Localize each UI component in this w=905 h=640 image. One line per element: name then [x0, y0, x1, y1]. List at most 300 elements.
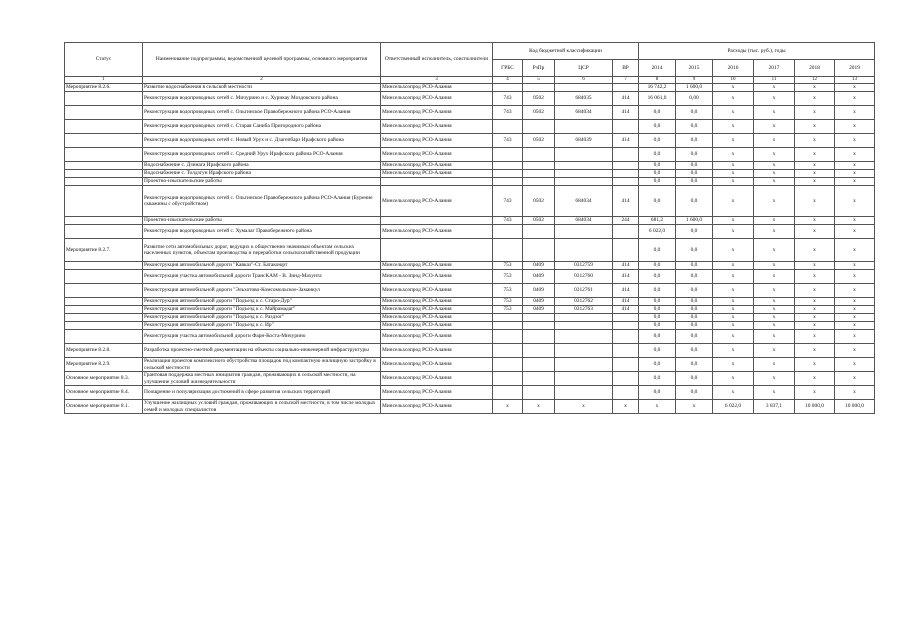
row-vr: [613, 178, 639, 186]
column-number: 3: [381, 77, 493, 84]
row-csr: [555, 178, 613, 186]
row-name: Реконструкция участка автомобильной дороги Фарн-Коста-Мичурино: [143, 330, 381, 344]
row-2019: x: [835, 106, 875, 120]
row-grbs: 753: [493, 284, 523, 298]
row-2014: 681,2: [639, 217, 676, 225]
row-2019: x: [835, 330, 875, 344]
table-row: [65, 148, 875, 162]
row-2016: x: [713, 84, 754, 92]
row-csr: [555, 120, 613, 134]
column-number: 12: [795, 77, 835, 84]
row-csr: [555, 84, 613, 92]
row-grbs: 743: [493, 186, 523, 217]
row-csr: 684034: [555, 186, 613, 217]
row-2018: x: [795, 84, 835, 92]
row-csr: [555, 170, 613, 178]
row-2018: x: [795, 162, 835, 170]
row-grbs: 753: [493, 270, 523, 284]
row-2017: x: [754, 217, 795, 225]
row-2017: x: [754, 186, 795, 217]
row-vr: [613, 344, 639, 358]
header-grbs: ГРБС: [493, 60, 523, 77]
row-2015: 0,0: [676, 344, 713, 358]
row-name: Реконструкция водопроводных сетей с. Хумалаг Правобережного района: [143, 225, 381, 239]
row-2018: x: [795, 186, 835, 217]
row-executor: Минсельхозпрод РСО-Алания: [381, 330, 493, 344]
row-2017: x: [754, 372, 795, 386]
row-2019: x: [835, 186, 875, 217]
row-rzpr: 0502: [523, 92, 555, 106]
row-csr: 684035: [555, 92, 613, 106]
row-name: Реконструкция автомобильной дороги "Подъезд к с. Старо-Дур": [143, 298, 381, 306]
row-2015: 0,0: [676, 284, 713, 298]
row-2019: x: [835, 162, 875, 170]
row-2018: x: [795, 372, 835, 386]
row-name: Водоснабжение с. Дзинага Ирафского района: [143, 162, 381, 170]
header-status: Статус: [65, 43, 143, 77]
table-row: [65, 225, 875, 239]
header-name: Наименование подпрограммы, ведомственной целевой программы, основного мероприятия: [143, 43, 381, 77]
row-name: Улучшение жилищных условий граждан, проживающих в сельской местности, в том числе молодых семей и молодых специалистов: [143, 400, 381, 414]
row-status: [65, 225, 143, 239]
row-2017: x: [754, 270, 795, 284]
row-2019: x: [835, 306, 875, 314]
row-2015: 0,00: [676, 92, 713, 106]
row-2016: x: [713, 322, 754, 330]
row-2019: x: [835, 386, 875, 400]
row-executor: Минсельхозпрод РСО-Алания: [381, 322, 493, 330]
row-executor: Минсельхозпрод РСО-Алания: [381, 106, 493, 120]
row-grbs: [493, 344, 523, 358]
row-rzpr: [523, 225, 555, 239]
row-2017: x: [754, 284, 795, 298]
row-2019: x: [835, 284, 875, 298]
row-rzpr: [523, 344, 555, 358]
row-2017: x: [754, 314, 795, 322]
row-csr: 684034: [555, 106, 613, 120]
row-csr: 0312763: [555, 306, 613, 314]
row-2019: x: [835, 239, 875, 262]
row-grbs: [493, 358, 523, 372]
row-2015: x: [676, 400, 713, 414]
row-name: Реконструкция водопроводных сетей с. Средний Урух Ирафского района РСО-Алания: [143, 148, 381, 162]
row-status: Мероприятие 8.2.9.: [65, 358, 143, 372]
row-2015: 1 600,0: [676, 84, 713, 92]
row-2016: x: [713, 330, 754, 344]
column-number-row: [65, 77, 875, 84]
row-csr: [555, 344, 613, 358]
row-2015: 0,0: [676, 225, 713, 239]
row-csr: [555, 322, 613, 330]
row-csr: 0312760: [555, 270, 613, 284]
row-2016: x: [713, 178, 754, 186]
row-grbs: 753: [493, 306, 523, 314]
row-2017: x: [754, 306, 795, 314]
table-row: [65, 314, 875, 322]
row-2017: x: [754, 148, 795, 162]
row-name: Реконструкция автомобильной дороги "Подъезд к с. Раздзог": [143, 314, 381, 322]
row-2018: x: [795, 239, 835, 262]
row-executor: Минсельхозпрод РСО-Алания: [381, 262, 493, 270]
row-2017: x: [754, 322, 795, 330]
row-status: [65, 162, 143, 170]
row-2014: 0,0: [639, 186, 676, 217]
row-2018: x: [795, 92, 835, 106]
table-body: [65, 84, 875, 414]
table-row: [65, 134, 875, 148]
row-2017: x: [754, 358, 795, 372]
row-2015: 0,0: [676, 306, 713, 314]
row-2015: 0,0: [676, 298, 713, 306]
row-2014: 0,0: [639, 170, 676, 178]
table-row: [65, 170, 875, 178]
row-executor: Минсельхозпрод РСО-Алания: [381, 170, 493, 178]
row-status: [65, 178, 143, 186]
row-status: [65, 186, 143, 217]
row-2016: x: [713, 298, 754, 306]
table-row: [65, 84, 875, 92]
row-csr: [555, 330, 613, 344]
table-row: [65, 322, 875, 330]
row-2018: x: [795, 170, 835, 178]
row-executor: Минсельхозпрод РСО-Алания: [381, 386, 493, 400]
row-grbs: [493, 162, 523, 170]
row-2018: x: [795, 330, 835, 344]
row-rzpr: [523, 170, 555, 178]
table-row: [65, 358, 875, 372]
row-rzpr: [523, 120, 555, 134]
row-status: Основное мероприятие 8.1.: [65, 400, 143, 414]
row-grbs: [493, 372, 523, 386]
row-executor: [381, 178, 493, 186]
row-rzpr: [523, 148, 555, 162]
row-status: [65, 120, 143, 134]
row-vr: [613, 84, 639, 92]
row-2018: x: [795, 306, 835, 314]
row-grbs: 743: [493, 134, 523, 148]
row-2018: x: [795, 270, 835, 284]
row-2015: 0,0: [676, 372, 713, 386]
row-name: Реконструкция автомобильной дороги "Кавказ"-Ст. Батакоюрт: [143, 262, 381, 270]
row-2019: x: [835, 270, 875, 284]
row-2014: 0,0: [639, 262, 676, 270]
row-2019: 10 000,0: [835, 400, 875, 414]
row-2019: x: [835, 92, 875, 106]
row-csr: [555, 148, 613, 162]
row-2016: x: [713, 386, 754, 400]
row-2019: x: [835, 372, 875, 386]
row-executor: Минсельхозпрод РСО-Алания: [381, 400, 493, 414]
table-row: [65, 344, 875, 358]
header-vr: ВР: [613, 60, 639, 77]
row-rzpr: 0502: [523, 217, 555, 225]
row-csr: 0312762: [555, 298, 613, 306]
row-executor: Минсельхозпрод РСО-Алания: [381, 314, 493, 322]
row-2018: x: [795, 344, 835, 358]
row-2016: x: [713, 314, 754, 322]
row-vr: 414: [613, 134, 639, 148]
row-csr: x: [555, 400, 613, 414]
row-2014: 0,0: [639, 314, 676, 322]
header-expenses-group: Расходы (тыс. руб.), годы: [639, 43, 875, 60]
row-status: [65, 330, 143, 344]
row-executor: Минсельхозпрод РСО-Алания: [381, 298, 493, 306]
row-2016: x: [713, 225, 754, 239]
row-2017: x: [754, 225, 795, 239]
row-rzpr: [523, 330, 555, 344]
row-2019: x: [835, 178, 875, 186]
column-number: 8: [639, 77, 676, 84]
table-row: [65, 186, 875, 217]
row-2019: x: [835, 262, 875, 270]
row-vr: [613, 170, 639, 178]
header-codes-group: Код бюджетной классификации: [493, 43, 639, 60]
row-2018: x: [795, 322, 835, 330]
row-rzpr: 0409: [523, 298, 555, 306]
row-vr: [613, 314, 639, 322]
table-row: [65, 162, 875, 170]
row-name: Реализация проектов комплексного обустройства площадок под компактную жилищную застройку в сельской местности: [143, 358, 381, 372]
row-status: [65, 148, 143, 162]
row-2016: x: [713, 162, 754, 170]
row-2019: x: [835, 344, 875, 358]
row-grbs: [493, 239, 523, 262]
row-grbs: 753: [493, 298, 523, 306]
row-2014: 16 742,2: [639, 84, 676, 92]
row-2015: 0,0: [676, 386, 713, 400]
row-rzpr: 0409: [523, 262, 555, 270]
row-2014: 0,0: [639, 306, 676, 314]
row-2019: x: [835, 84, 875, 92]
row-rzpr: [523, 239, 555, 262]
row-2018: x: [795, 120, 835, 134]
row-status: [65, 306, 143, 314]
row-vr: 414: [613, 106, 639, 120]
row-name: Развитие сети автомобильных дорог, ведущих к общественно значимым объектам сельских населенных пунктов, объектам производства и переработки сельскохозяйственной продукции: [143, 239, 381, 262]
row-2018: x: [795, 225, 835, 239]
row-vr: 414: [613, 284, 639, 298]
row-2016: x: [713, 344, 754, 358]
row-2016: x: [713, 120, 754, 134]
row-grbs: 743: [493, 106, 523, 120]
row-2016: x: [713, 270, 754, 284]
row-name: Реконструкция автомобильной дороги "Эльхотово-Комсомольское-Заманкул: [143, 284, 381, 298]
row-2015: 0,0: [676, 134, 713, 148]
row-2016: x: [713, 306, 754, 314]
row-status: [65, 262, 143, 270]
row-vr: [613, 239, 639, 262]
row-executor: Минсельхозпрод РСО-Алания: [381, 284, 493, 298]
row-grbs: [493, 148, 523, 162]
header-year-2014: 2014: [639, 60, 676, 77]
row-status: [65, 134, 143, 148]
row-2015: 0,0: [676, 178, 713, 186]
row-status: [65, 270, 143, 284]
row-2014: 16 061,0: [639, 92, 676, 106]
row-2018: x: [795, 106, 835, 120]
row-2017: x: [754, 84, 795, 92]
row-2015: 0,0: [676, 358, 713, 372]
row-2017: x: [754, 134, 795, 148]
row-2017: x: [754, 162, 795, 170]
row-2016: x: [713, 217, 754, 225]
row-name: Проектно-изыскательские работы: [143, 178, 381, 186]
row-2017: x: [754, 120, 795, 134]
row-2014: 0,0: [639, 162, 676, 170]
row-name: Реконструкция водопроводных сетей с. Ольгинское Правобережного района РСО-Алания: [143, 106, 381, 120]
row-executor: Минсельхозпрод РСО-Алания: [381, 148, 493, 162]
row-2016: 6 022,0: [713, 400, 754, 414]
row-2018: x: [795, 314, 835, 322]
row-vr: [613, 330, 639, 344]
row-2018: x: [795, 358, 835, 372]
row-2014: 0,0: [639, 148, 676, 162]
row-2017: x: [754, 330, 795, 344]
row-status: [65, 314, 143, 322]
row-2015: 1 600,0: [676, 217, 713, 225]
row-2014: 0,0: [639, 134, 676, 148]
row-2019: x: [835, 322, 875, 330]
row-grbs: [493, 330, 523, 344]
document-page: [64, 42, 874, 414]
row-csr: [555, 162, 613, 170]
row-2015: 0,0: [676, 239, 713, 262]
column-number: 10: [713, 77, 754, 84]
row-rzpr: 0409: [523, 270, 555, 284]
row-2019: x: [835, 314, 875, 322]
row-vr: [613, 322, 639, 330]
table-row: [65, 306, 875, 314]
header-year-2017: 2017: [754, 60, 795, 77]
row-2015: 0,0: [676, 314, 713, 322]
row-2014: 0,0: [639, 284, 676, 298]
row-status: [65, 170, 143, 178]
row-executor: Минсельхозпрод РСО-Алания: [381, 134, 493, 148]
row-2017: x: [754, 298, 795, 306]
row-2015: 0,0: [676, 262, 713, 270]
column-number: 11: [754, 77, 795, 84]
row-2018: x: [795, 298, 835, 306]
budget-table: [64, 42, 875, 414]
row-2018: x: [795, 217, 835, 225]
row-executor: Минсельхозпрод РСО-Алания: [381, 344, 493, 358]
row-2019: x: [835, 170, 875, 178]
row-grbs: [493, 178, 523, 186]
row-vr: [613, 372, 639, 386]
row-2014: 0,0: [639, 372, 676, 386]
row-executor: Минсельхозпрод РСО-Алания: [381, 92, 493, 106]
row-2016: x: [713, 170, 754, 178]
row-executor: Минсельхозпрод РСО-Алания: [381, 120, 493, 134]
row-2014: 0,0: [639, 106, 676, 120]
row-2019: x: [835, 148, 875, 162]
row-2016: x: [713, 284, 754, 298]
column-number: 1: [65, 77, 143, 84]
row-name: Реконструкция участка автомобильной дороги ТрансКАМ - В. Зинд-Махунта: [143, 270, 381, 284]
header-year-2018: 2018: [795, 60, 835, 77]
row-2019: x: [835, 358, 875, 372]
row-name: Проектно-изыскательские работы: [143, 217, 381, 225]
row-executor: [381, 217, 493, 225]
row-grbs: 743: [493, 217, 523, 225]
row-name: Поощрение и популяризация достижений в сфере развития сельских территорий: [143, 386, 381, 400]
row-grbs: [493, 322, 523, 330]
row-2019: x: [835, 120, 875, 134]
row-status: [65, 217, 143, 225]
row-csr: 684039: [555, 134, 613, 148]
header-year-2019: 2019: [835, 60, 875, 77]
row-vr: 414: [613, 186, 639, 217]
row-2016: x: [713, 186, 754, 217]
row-2019: x: [835, 225, 875, 239]
row-rzpr: 0409: [523, 306, 555, 314]
row-name: Разработка проектно-сметной документации на объекты социально-инженерной инфраструктуры: [143, 344, 381, 358]
row-name: Реконструкция автомобильной дороги "Подъезд к с. Ир": [143, 322, 381, 330]
row-2015: 0,0: [676, 106, 713, 120]
row-executor: Минсельхозпрод РСО-Алания: [381, 270, 493, 284]
table-row: [65, 106, 875, 120]
table-row: [65, 284, 875, 298]
row-csr: 0312759: [555, 262, 613, 270]
row-csr: 684034: [555, 217, 613, 225]
row-2014: 0,0: [639, 298, 676, 306]
row-status: Мероприятие 8.2.8.: [65, 344, 143, 358]
row-2017: x: [754, 239, 795, 262]
row-rzpr: 0502: [523, 186, 555, 217]
row-2016: x: [713, 134, 754, 148]
row-2014: 0,0: [639, 358, 676, 372]
row-status: [65, 298, 143, 306]
row-2015: 0,0: [676, 162, 713, 170]
row-2015: 0,0: [676, 322, 713, 330]
row-2016: x: [713, 372, 754, 386]
row-2017: x: [754, 262, 795, 270]
row-executor: [381, 239, 493, 262]
row-name: Реконструкция водопроводных сетей с. Ольгинское Правобережного района РСО-Алания (Бурение скважины с обустройством): [143, 186, 381, 217]
row-executor: Минсельхозпрод РСО-Алания: [381, 225, 493, 239]
row-grbs: [493, 225, 523, 239]
column-number: 4: [493, 77, 523, 84]
row-2019: x: [835, 217, 875, 225]
row-rzpr: 0502: [523, 106, 555, 120]
row-status: Основное мероприятие 8.3.: [65, 372, 143, 386]
row-2015: 0,0: [676, 170, 713, 178]
row-2018: x: [795, 134, 835, 148]
row-name: Реконструкция водопроводных сетей с. Старая Саниба Пригородного района: [143, 120, 381, 134]
row-name: Водоснабжение с. Толдзгун Ирафского района: [143, 170, 381, 178]
row-executor: Минсельхозпрод РСО-Алания: [381, 372, 493, 386]
row-2018: x: [795, 284, 835, 298]
table-row: [65, 400, 875, 414]
row-rzpr: [523, 84, 555, 92]
row-2017: x: [754, 92, 795, 106]
row-grbs: 753: [493, 262, 523, 270]
row-grbs: [493, 84, 523, 92]
column-number: 9: [676, 77, 713, 84]
row-2016: x: [713, 239, 754, 262]
header-year-2015: 2015: [676, 60, 713, 77]
table-row: [65, 239, 875, 262]
row-2015: 0,0: [676, 330, 713, 344]
row-2015: 0,0: [676, 186, 713, 217]
row-executor: Минсельхозпрод РСО-Алания: [381, 84, 493, 92]
row-2017: x: [754, 178, 795, 186]
row-grbs: [493, 386, 523, 400]
row-grbs: [493, 314, 523, 322]
row-csr: [555, 386, 613, 400]
row-vr: 414: [613, 92, 639, 106]
row-2014: 0,0: [639, 239, 676, 262]
